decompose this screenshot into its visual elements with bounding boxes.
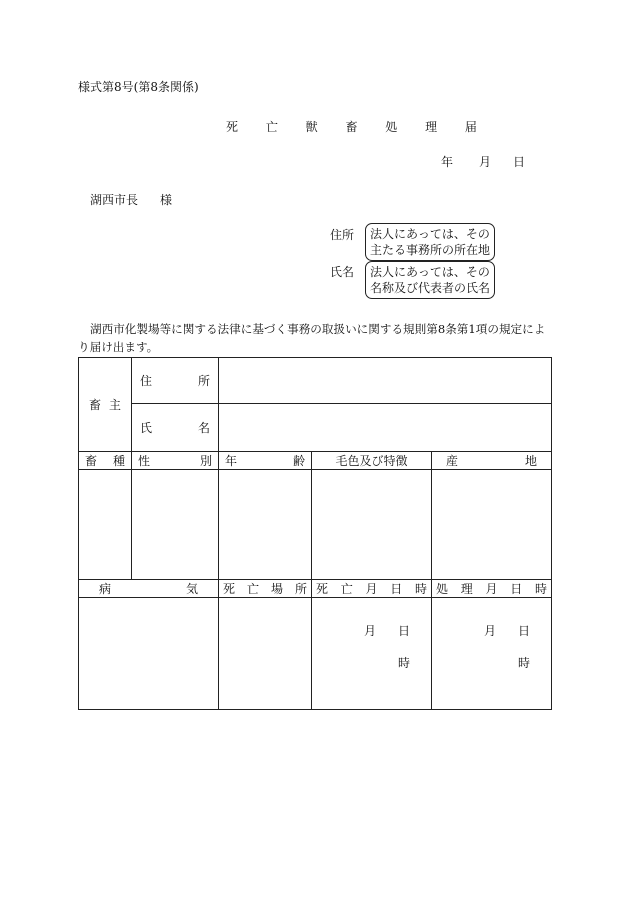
owner-name-label-c2: 名 <box>197 421 210 435</box>
address-note-line-1: 法人にあっては、その <box>370 227 490 241</box>
date-day-label: 日 <box>513 155 526 169</box>
sex-label-cell <box>132 452 219 470</box>
age-label-c2: 齢 <box>292 454 305 468</box>
disposal-day-unit: 日 <box>518 624 531 638</box>
origin-label-c1: 産 <box>446 454 459 468</box>
sex-label-c2: 別 <box>199 454 212 468</box>
applicant-name-note <box>365 261 495 299</box>
form-number: 様式第8号(第8条関係) <box>78 80 199 94</box>
species-field[interactable] <box>79 470 132 580</box>
death-hour-unit: 時 <box>398 656 411 670</box>
origin-label-c2: 地 <box>525 454 538 468</box>
death-place-label-c3: 場 <box>270 582 283 596</box>
disease-label-c1: 病 <box>99 582 112 596</box>
owner-name-label-c1: 氏 <box>140 421 153 435</box>
death-place-label-cell <box>219 580 312 598</box>
age-label-cell <box>219 452 312 470</box>
death-datetime-label-c4: 日 <box>390 582 403 596</box>
applicant-name-label: 氏名 <box>330 265 355 279</box>
disease-field[interactable] <box>79 598 219 710</box>
owner-address-field[interactable] <box>219 358 552 404</box>
disposal-hour-unit: 時 <box>518 656 531 670</box>
color-features-label: 毛色及び特徴 <box>312 452 432 470</box>
document-title: 死 亡 獣 畜 処 理 届 <box>226 120 489 134</box>
name-note-line-1: 法人にあっては、その <box>370 265 490 279</box>
origin-label-cell <box>432 452 552 470</box>
disposal-datetime-label-c4: 日 <box>510 582 523 596</box>
sex-label-c1: 性 <box>138 454 151 468</box>
death-day-unit: 日 <box>398 624 411 638</box>
body-text-line-2: り届け出ます。 <box>78 340 159 354</box>
death-place-label-c2: 亡 <box>246 582 259 596</box>
age-label-c1: 年 <box>225 454 238 468</box>
age-field[interactable] <box>219 470 312 580</box>
owner-address-label-c2: 所 <box>197 374 210 388</box>
death-datetime-field[interactable] <box>312 598 432 710</box>
death-place-label-c4: 所 <box>294 582 307 596</box>
disease-label-c2: 気 <box>185 582 198 596</box>
owner-label-c2: 主 <box>108 398 121 412</box>
form-table <box>78 357 552 710</box>
disposal-datetime-label-c2: 理 <box>460 582 473 596</box>
death-datetime-label-c3: 月 <box>365 582 378 596</box>
date-month-label: 月 <box>479 155 492 169</box>
death-datetime-label-cell <box>312 580 432 598</box>
body-text-line-1: 湖西市化製場等に関する法律に基づく事務の取扱いに関する規則第8条第1項の規定によ <box>90 322 546 336</box>
addressee-name: 湖西市長 <box>90 193 139 207</box>
name-note-line-2: 名称及び代表者の氏名 <box>370 281 491 295</box>
disposal-datetime-label-cell <box>432 580 552 598</box>
disposal-datetime-label-c1: 処 <box>436 582 449 596</box>
death-datetime-label-c2: 亡 <box>340 582 353 596</box>
date-year-label: 年 <box>441 155 454 169</box>
death-datetime-label-c5: 時 <box>414 582 427 596</box>
owner-label-c1: 畜 <box>89 398 102 412</box>
species-label-c1: 畜 <box>85 454 98 468</box>
disposal-datetime-label-c3: 月 <box>485 582 498 596</box>
origin-field[interactable] <box>432 470 552 580</box>
applicant-address-note <box>365 223 495 261</box>
applicant-address-label: 住所 <box>330 228 355 242</box>
death-month-unit: 月 <box>364 624 377 638</box>
owner-address-label-c1: 住 <box>140 374 153 388</box>
disposal-datetime-label-c5: 時 <box>535 582 548 596</box>
disposal-month-unit: 月 <box>484 624 497 638</box>
owner-name-label-cell <box>132 404 219 452</box>
owner-label-cell <box>79 358 132 452</box>
species-label-c2: 種 <box>112 454 125 468</box>
death-place-label-c1: 死 <box>223 582 236 596</box>
disease-label-cell <box>79 580 219 598</box>
death-datetime-label-c1: 死 <box>316 582 329 596</box>
species-label-cell <box>79 452 132 470</box>
owner-address-label-cell <box>132 358 219 404</box>
addressee-honorific: 様 <box>160 193 173 207</box>
owner-name-field[interactable] <box>219 404 552 452</box>
death-place-field[interactable] <box>219 598 312 710</box>
sex-field[interactable] <box>132 470 219 580</box>
disposal-datetime-field[interactable] <box>432 598 552 710</box>
address-note-line-2: 主たる事務所の所在地 <box>370 243 491 257</box>
color-features-field[interactable] <box>312 470 432 580</box>
